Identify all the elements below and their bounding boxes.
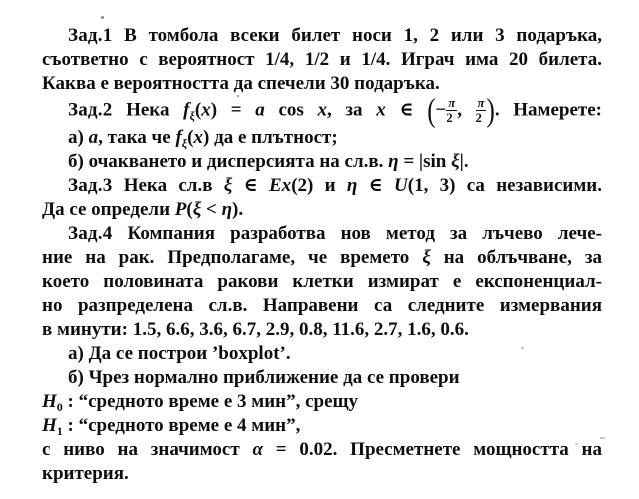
math-xi-subscript: ξ xyxy=(189,108,195,123)
task3-line-2: Да се определи P(ξ < η). xyxy=(42,198,244,220)
task2-item-a: а) a, така че $f_\xi(x)$ да е плътност; xyxy=(68,126,338,150)
math-exponential-dist: Ex xyxy=(269,174,292,196)
scan-speck xyxy=(237,95,239,97)
scan-speck xyxy=(575,443,578,445)
task4-label: Зад.4 xyxy=(68,222,113,244)
math-xi: ξ xyxy=(451,150,460,172)
task4-measurements-line: в минути: 1.5, 6.6, 3.6, 6.7, 2.9, 0.8, 11.6, 2.7, 1.6, 0.6. xyxy=(42,318,469,340)
less-than-symbol: < xyxy=(201,198,222,220)
scan-speck xyxy=(101,16,104,19)
task4-line-4: но разпределена сл.в. Направени са следните измервания xyxy=(42,294,602,316)
significance-line: с ниво на значимост α = 0.02. Пресметнете мощността на xyxy=(42,438,602,460)
task2-line-1: Зад.2 Нека $f_\xi(x) = a$ cos x, за x ∈ (− $\frac{\pi}{2}$ , $\frac{\pi}{2}$ ). Намерете: xyxy=(68,94,603,130)
math-xi: ξ xyxy=(422,246,431,268)
subscript-one: 1 xyxy=(56,423,63,438)
math-eta: η xyxy=(221,198,233,220)
scan-speck xyxy=(600,437,605,439)
scanned-problem-sheet xyxy=(42,24,602,486)
task1-text: В томбола всеки билет носи 1, 2 или 3 подаръка, xyxy=(112,25,602,46)
math-x: x xyxy=(317,99,327,121)
final-line: критерия. xyxy=(42,462,129,484)
subscript-zero: 0 xyxy=(56,399,63,414)
math-H: H xyxy=(42,414,57,436)
math-eta: η xyxy=(346,174,358,196)
math-f: f xyxy=(175,126,182,148)
math-x: x xyxy=(193,126,203,148)
math-a: a xyxy=(88,126,99,148)
element-of-symbol: ∈ xyxy=(232,174,269,196)
math-eta: η xyxy=(388,150,399,172)
hypothesis-h1-line: $H_1$ : “средното време е 4 мин”, xyxy=(42,414,301,438)
task2-label: Зад.2 xyxy=(68,99,113,121)
task1-line-3: Каква е вероятността да спечели 30 подаръка. xyxy=(42,73,440,94)
math-f: f xyxy=(183,99,190,121)
hypothesis-h0-line: $H_0$ : “средното време е 3 мин”, срещу xyxy=(42,390,359,414)
task4-line-3: което половината ракови клетки измират е експоненциал- xyxy=(42,270,602,292)
task1-label: Зад.1 xyxy=(68,25,113,46)
task4-item-a: а) Да се построи ’boxplot’. xyxy=(68,342,291,364)
math-xi-subscript: ξ xyxy=(181,135,188,150)
math-alpha: α xyxy=(252,438,263,460)
element-of-symbol: ∈ xyxy=(357,174,395,196)
element-of-symbol: ∈ xyxy=(385,99,428,121)
math-x: x xyxy=(201,99,211,121)
task1-line-1 xyxy=(42,24,602,48)
task2-item-b: б) очакването и дисперсията на сл.в. η = |sin ξ|. xyxy=(68,150,469,172)
fraction-pi-over-2: $\frac{\pi}{2}$ xyxy=(475,96,485,126)
math-x: x xyxy=(376,99,386,121)
math-H: H xyxy=(42,390,57,412)
scan-speck xyxy=(521,347,524,349)
math-uniform-dist: U xyxy=(394,174,408,196)
task1-line-2: съответно с вероятност 1/4, 1/2 и 1/4. Играч има 20 билета. xyxy=(42,49,602,70)
task4-line-1: Зад.4 Компания разработва нов метод за лъчево лече- xyxy=(68,222,602,244)
minus-sign: − xyxy=(435,99,447,121)
math-P: P xyxy=(174,198,187,220)
math-xi: ξ xyxy=(223,174,233,196)
task4-item-b: б) Чрез нормално приближение да се провери xyxy=(68,366,460,388)
item-a-marker: а) xyxy=(68,126,89,148)
math-a: a xyxy=(255,99,265,121)
math-xi: ξ xyxy=(192,198,202,220)
task3-line-1: Зад.3 Нека сл.в ξ ∈ Ex(2) и η ∈ U(1, 3) са независими. xyxy=(68,174,602,196)
task4-line-2: ние на рак. Предполагаме, че времето ξ на облъчване, за xyxy=(42,246,602,268)
fraction-pi-over-2: $\frac{\pi}{2}$ xyxy=(446,96,456,126)
task3-label: Зад.3 xyxy=(68,174,113,196)
